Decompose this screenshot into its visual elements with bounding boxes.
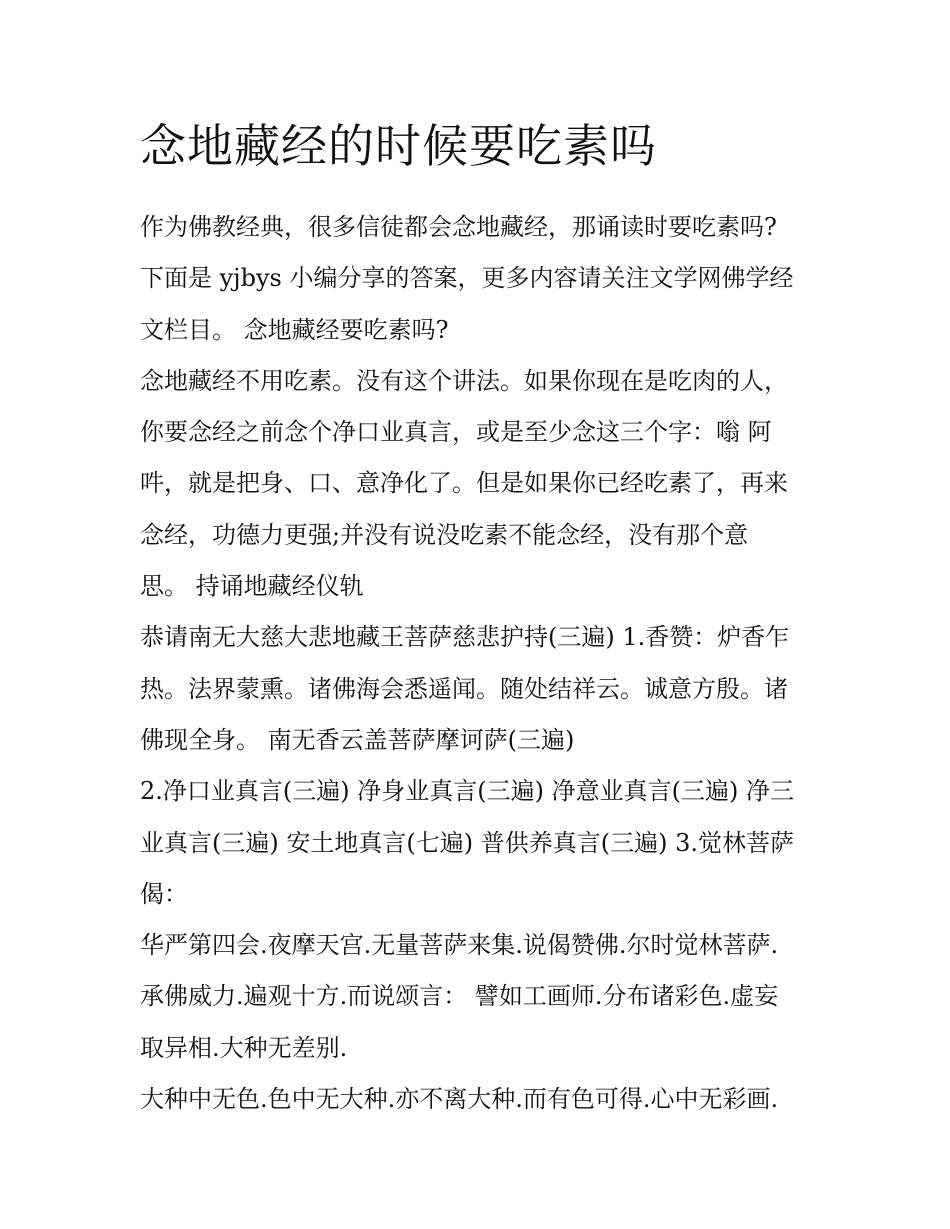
text-line: 大种中无色.色中无大种.亦不离大种.而有色可得.心中无彩画.: [140, 1085, 779, 1114]
paragraph-mantras: [140, 766, 820, 920]
text-line: 华严第四会.夜摩天宫.无量菩萨来集.说偈赞佛.尔时觉林菩萨.: [140, 931, 779, 960]
paragraph-invocation: [140, 612, 820, 766]
text-line: 恭请南无大慈大悲地藏王菩萨慈悲护持(三遍) 1.香赞：炉香乍: [140, 623, 790, 652]
paragraph-verse: [140, 920, 820, 1074]
text-line: 下面是 yjbys 小编分享的答案，更多内容请关注文学网佛学经: [140, 264, 794, 293]
text-line: 偈：: [140, 879, 188, 908]
text-line: 佛现全身。 南无香云盖菩萨摩诃萨(三遍): [140, 725, 575, 754]
document-title: 念地藏经的时候要吃素吗: [140, 119, 657, 173]
text-line: 作为佛教经典，很多信徒都会念地藏经，那诵读时要吃素吗?: [140, 213, 777, 241]
text-line: 念地藏经不用吃素。没有这个讲法。如果你现在是吃肉的人，: [140, 366, 788, 395]
text-line: 热。法界蒙熏。诸佛海会悉遥闻。随处结祥云。诚意方殷。诸: [140, 674, 788, 703]
paragraph-intro: [140, 202, 820, 356]
text-line: 承佛威力.遍观十方.而说颂言： 譬如工画师.分布诸彩色.虚妄: [140, 982, 779, 1011]
text-line: 2.净口业真言(三遍) 净身业真言(三遍) 净意业真言(三遍) 净三: [140, 777, 794, 806]
paragraph-verse-continued: [140, 1074, 820, 1125]
document-page: [140, 112, 820, 1125]
text-line: 文栏目。 念地藏经要吃素吗?: [140, 315, 449, 344]
text-line: 取异相.大种无差别.: [140, 1033, 348, 1062]
text-line: 业真言(三遍) 安土地真言(七遍) 普供养真言(三遍) 3.觉林菩萨: [140, 828, 794, 857]
text-line: 你要念经之前念个净口业真言，或是至少念这三个字：嗡 阿: [140, 418, 772, 447]
text-line: 思。 持诵地藏经仪轨: [140, 572, 364, 601]
text-line: 念经，功德力更强;并没有说没吃素不能念经，没有那个意: [140, 520, 749, 549]
text-line: 吽，就是把身、口、意净化了。但是如果你已经吃素了，再来: [140, 469, 788, 498]
paragraph-answer: [140, 356, 820, 612]
